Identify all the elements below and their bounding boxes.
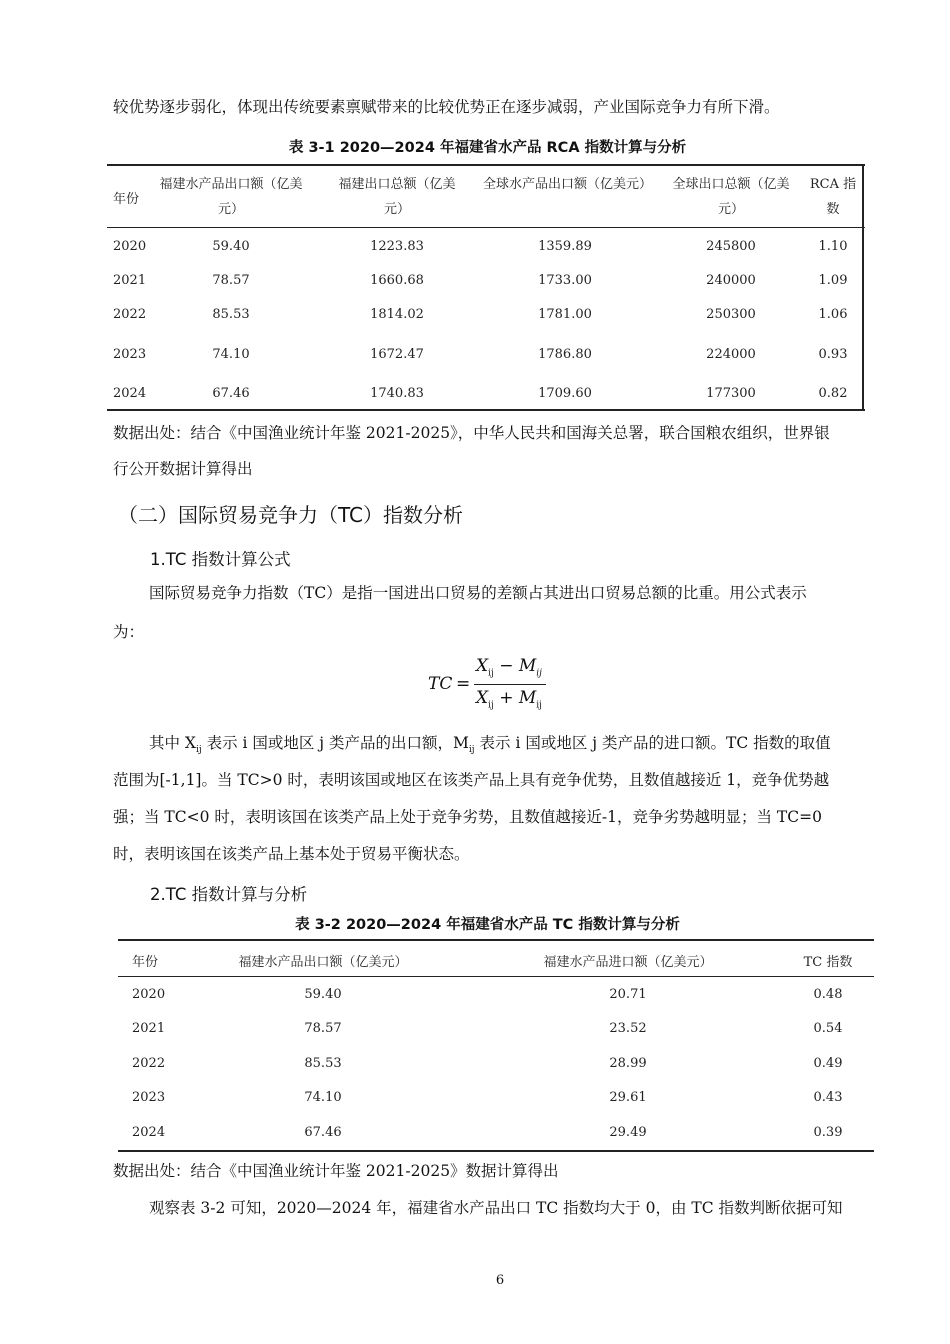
table1-cell: 2020 (113, 239, 147, 254)
table1-cell: 2023 (113, 347, 147, 362)
table1-cell: 1814.02 (370, 307, 424, 322)
table1-header-year: 年份 (113, 192, 140, 207)
table1-cell: 78.57 (212, 273, 250, 288)
table1-header-rule (107, 227, 865, 228)
table2-cell: 20.71 (609, 987, 647, 1002)
table1-cell: 1709.60 (538, 386, 592, 401)
formula-minus: − (499, 656, 514, 676)
table2-cell: 0.48 (813, 987, 843, 1002)
subsection-heading-formula: 1.TC 指数计算公式 (150, 550, 291, 569)
table2-cell: 85.53 (304, 1056, 342, 1071)
table2-cell: 2024 (132, 1125, 166, 1140)
table1-bottom-rule (107, 409, 865, 411)
tc-explanation-line1 (149, 733, 831, 760)
table1-cell: 59.40 (212, 239, 250, 254)
table2-cell: 78.57 (304, 1021, 342, 1036)
table1-cell: 240000 (706, 273, 756, 288)
table2-cell: 0.49 (813, 1056, 843, 1071)
table1-header-global-aquatic-export: 全球水产品出口额（亿美元） (483, 177, 653, 192)
table1-cell: 2022 (113, 307, 147, 322)
table1-cell: 74.10 (212, 347, 250, 362)
table2-cell: 0.43 (813, 1090, 843, 1105)
formula-sub: ij (536, 700, 542, 711)
table1-cell: 1359.89 (538, 239, 592, 254)
table1-cell: 2024 (113, 386, 147, 401)
tc-observation-text: 观察表 3-2 可知，2020—2024 年，福建省水产品出口 TC 指数均大于 0，由 TC 指数判断依据可知 (149, 1199, 843, 1217)
table1-cell: 85.53 (212, 307, 250, 322)
table2-cell: 0.54 (813, 1021, 843, 1036)
formula-plus: + (499, 688, 514, 708)
formula-fraction-bar (474, 684, 546, 685)
formula-lhs: TC (428, 674, 453, 694)
table1-cell: 0.93 (818, 347, 848, 362)
table2-header-tc: TC 指数 (803, 955, 853, 970)
formula-x: X (476, 688, 489, 708)
text-sub: ij (468, 745, 475, 756)
formula-denominator (474, 688, 544, 710)
tc-definition-line1: 国际贸易竞争力指数（TC）是指一国进出口贸易的差额占其进出口贸易总额的比重。用公式表示 (149, 584, 807, 602)
table2-cell: 2023 (132, 1090, 166, 1105)
table2-source: 数据出处：结合《中国渔业统计年鉴 2021-2025》数据计算得出 (113, 1162, 559, 1180)
table1-cell: 245800 (706, 239, 756, 254)
formula-sub: ij (536, 668, 542, 679)
table2-cell: 74.10 (304, 1090, 342, 1105)
table1-cell: 1781.00 (538, 307, 592, 322)
table1 (107, 164, 865, 412)
formula-m: M (518, 688, 537, 708)
table1-cell: 1786.80 (538, 347, 592, 362)
table2-header-import: 福建水产品进口额（亿美元） (543, 955, 713, 970)
table1-cell: 177300 (706, 386, 756, 401)
table1-cell: 1672.47 (370, 347, 424, 362)
table1-source-line2: 行公开数据计算得出 (113, 460, 253, 478)
table2-header-year: 年份 (132, 955, 159, 970)
table2-cell: 2020 (132, 987, 166, 1002)
table1-cell: 224000 (706, 347, 756, 362)
table1-header-rca: RCA 指数 (809, 177, 857, 217)
table1-top-rule (107, 164, 865, 166)
table2-top-rule (118, 939, 874, 941)
table2-cell: 23.52 (609, 1021, 647, 1036)
tc-explanation-line4: 时，表明该国在该类产品上基本处于贸易平衡状态。 (113, 845, 470, 863)
table2-cell: 2021 (132, 1021, 166, 1036)
table1-cell: 2021 (113, 273, 147, 288)
text-run: 表示 i 国或地区 j 类产品的进口额。TC 指数的取值 (474, 734, 831, 752)
formula-x: X (476, 656, 489, 676)
table1-header-fj-total-export: 福建出口总额（亿美元） (338, 177, 456, 217)
table1-source-line1: 数据出处：结合《中国渔业统计年鉴 2021-2025》，中华人民共和国海关总署，联合国粮农组织，世界银 (113, 424, 830, 442)
tc-explanation-line2: 范围为[-1,1]。当 TC>0 时，表明该国或地区在该类产品上具有竞争优势，且数值越接近 1，竞争优势越 (113, 771, 830, 789)
tc-explanation-line3: 强；当 TC<0 时，表明该国在该类产品上处于竞争劣势，且数值越接近-1，竞争劣势越明显；当 TC=0 (113, 808, 822, 826)
formula-sub: ij (488, 700, 494, 711)
table1-cell: 0.82 (818, 386, 848, 401)
table2-cell: 2022 (132, 1056, 166, 1071)
formula-sub: ij (488, 668, 494, 679)
table1-cell: 250300 (706, 307, 756, 322)
table1-cell: 1.09 (818, 273, 848, 288)
text-run: 表示 i 国或地区 j 类产品的出口额，M (201, 734, 469, 752)
table2-cell: 29.49 (609, 1125, 647, 1140)
table2-header-rule (118, 976, 874, 977)
table2-cell: 0.39 (813, 1125, 843, 1140)
table2-cell: 29.61 (609, 1090, 647, 1105)
table1-caption: 表 3-1 2020—2024 年福建省水产品 RCA 指数计算与分析 (288, 140, 687, 156)
table1-right-border (862, 164, 864, 411)
table2-bottom-rule (118, 1150, 874, 1152)
page-number: 6 (495, 1273, 505, 1288)
table1-cell: 1733.00 (538, 273, 592, 288)
intro-text: 较优势逐步弱化，体现出传统要素禀赋带来的比较优势正在逐步减弱，产业国际竞争力有所下滑。 (113, 98, 780, 116)
table2-cell: 67.46 (304, 1125, 342, 1140)
table1-cell: 1660.68 (370, 273, 424, 288)
formula-equals: = (456, 674, 471, 694)
table1-header-global-total-export: 全球出口总额（亿美元） (672, 177, 790, 217)
tc-definition-line2: 为： (113, 623, 145, 641)
text-run: 其中 X (149, 734, 196, 752)
table1-cell: 67.46 (212, 386, 250, 401)
table2-cell: 28.99 (609, 1056, 647, 1071)
formula-m: M (518, 656, 537, 676)
table2-header-export: 福建水产品出口额（亿美元） (238, 955, 408, 970)
table1-cell: 1.10 (818, 239, 848, 254)
table2-caption: 表 3-2 2020—2024 年福建省水产品 TC 指数计算与分析 (295, 917, 680, 933)
tc-formula (428, 656, 568, 716)
table1-cell: 1223.83 (370, 239, 424, 254)
table1-header-fj-aquatic-export: 福建水产品出口额（亿美元） (159, 177, 303, 217)
formula-numerator (474, 656, 544, 678)
table2 (118, 939, 874, 1153)
section-heading: （二）国际贸易竞争力（TC）指数分析 (118, 503, 464, 527)
subsection-heading-calculation: 2.TC 指数计算与分析 (150, 885, 308, 904)
table2-cell: 59.40 (304, 987, 342, 1002)
text-sub: ij (195, 745, 202, 756)
table1-cell: 1740.83 (370, 386, 424, 401)
table1-cell: 1.06 (818, 307, 848, 322)
